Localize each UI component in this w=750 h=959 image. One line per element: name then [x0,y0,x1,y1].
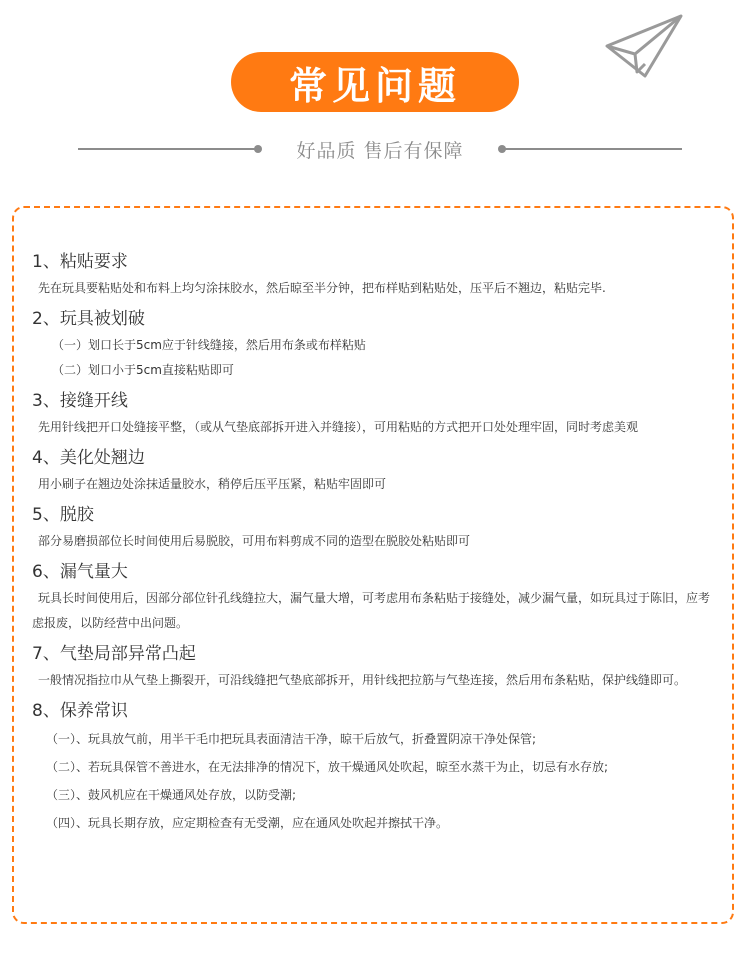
section-body: 先用针线把开口处缝接平整，（或从气垫底部拆开进入并缝接），可用粘贴的方式把开口处处理牢固，同时考虑美观 [38,420,639,434]
faq-section-8 [32,699,716,837]
section-body: 玩具长时间使用后，因部分部位针孔线缝拉大，漏气量大增，可考虑用布条粘贴于接缝处，减少漏气量，如玩具过于陈旧，应考虑报废，以防经营中出问题。 [32,591,711,630]
section-body: 用小刷子在翘边处涂抹适量胶水，稍停后压平压紧，粘贴牢固即可 [38,477,387,491]
faq-list [32,250,716,843]
subtitle-divider-left [78,148,260,150]
faq-section-1 [32,250,716,301]
faq-section-3 [32,389,716,440]
section-title: 1、粘贴要求 [32,252,128,272]
section-title: 4、美化处翘边 [32,448,145,468]
section-title: 5、脱胶 [32,505,94,525]
section-title: 6、漏气量大 [32,562,128,582]
faq-section-7 [32,642,716,693]
section-item: （一）、玩具放气前，用半干毛巾把玩具表面清洁干净，晾干后放气，折叠置阴凉干净处保管; [46,732,537,746]
section-item: （二）、若玩具保管不善进水，在无法排净的情况下，放干燥通风处吹起，晾至水蒸干为止，切忌有水存放; [46,760,609,774]
page-title: 常见问题 [231,52,519,112]
faq-section-6 [32,560,716,636]
section-title: 2、玩具被划破 [32,309,145,329]
subtitle-row [78,134,682,164]
section-item: （三）、鼓风机应在干燥通风处存放，以防受潮; [46,788,297,802]
section-body: 一般情况指拉巾从气垫上撕裂开，可沿线缝把气垫底部拆开，用针线把拉筋与气垫连接，然后用布条粘贴，保护线缝即可。 [38,673,687,687]
page-subtitle: 好品质 售后有保障 [296,139,464,162]
section-item: （二）划口小于5cm直接粘贴即可 [52,363,234,377]
section-body: 先在玩具要粘贴处和布料上均匀涂抹胶水，然后晾至半分钟，把布样贴到粘贴处，压平后不翘边，粘贴完毕. [38,281,606,295]
faq-section-4 [32,446,716,497]
section-item: （一）划口长于5cm应于针线缝接，然后用布条或布样粘贴 [52,338,366,352]
section-title: 7、气垫局部异常凸起 [32,644,196,664]
section-title: 8、保养常识 [32,701,128,721]
section-item: （四）、玩具长期存放，应定期检查有无受潮，应在通风处吹起并擦拭干净。 [46,816,449,830]
faq-section-2 [32,307,716,383]
section-body: 部分易磨损部位长时间使用后易脱胶，可用布料剪成不同的造型在脱胶处粘贴即可 [38,534,471,548]
faq-section-5 [32,503,716,554]
subtitle-divider-right [500,148,682,150]
paper-plane-icon [605,14,683,80]
section-title: 3、接缝开线 [32,391,128,411]
